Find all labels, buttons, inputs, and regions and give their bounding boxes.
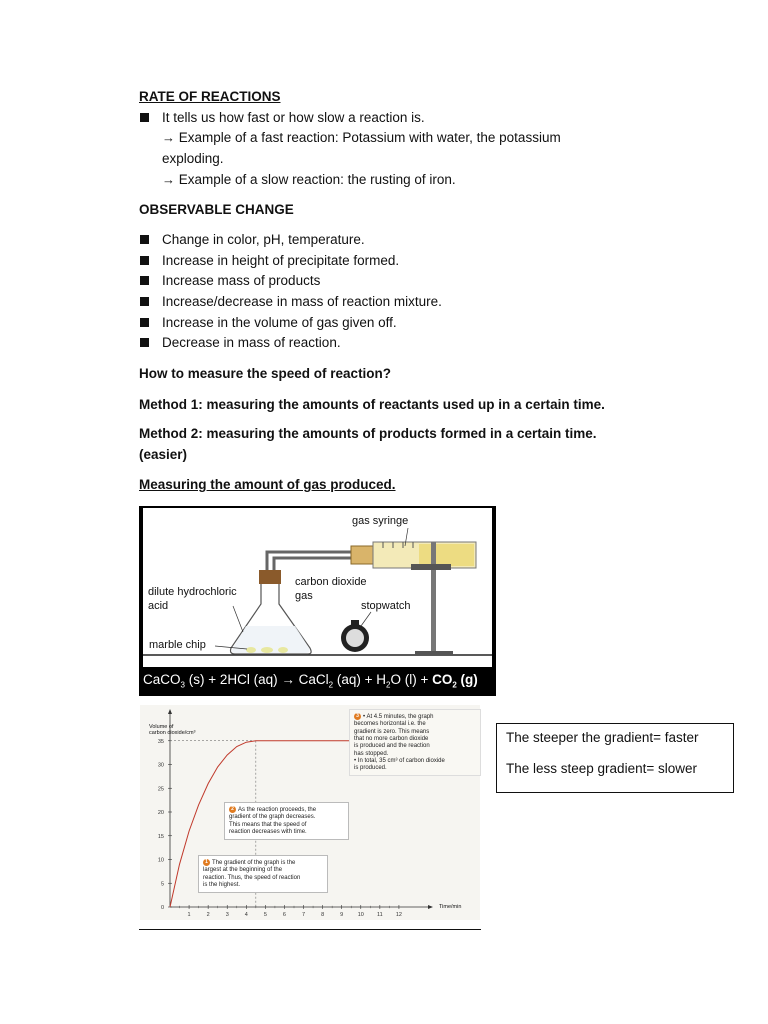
- delivery-tube: [267, 552, 351, 570]
- number-badge: 3: [354, 713, 361, 720]
- label-gas-syringe: gas syringe: [352, 515, 409, 527]
- x-tick-label: 8: [321, 912, 325, 918]
- clamp-stand-arm: [411, 564, 451, 570]
- annotation-3: 3 • At 4.5 minutes, the graph becomes horizontal i.e. the gradient is zero. This means that no more carbon dioxide is produced and the reaction has stopped. • In total, 35 cm³ of carbon dioxide is produced.: [349, 709, 481, 776]
- gradient-line-slower: The less steep gradient= slower: [506, 761, 697, 776]
- apparatus-figure: [139, 506, 496, 696]
- slow-example-text: Example of a slow reaction: the rusting of iron.: [178, 172, 456, 187]
- measure-question: How to measure the speed of reaction?: [139, 366, 392, 381]
- horizontal-rule: [139, 929, 481, 930]
- bullet-square: [140, 235, 149, 244]
- delivery-tube: [274, 558, 351, 570]
- arrow-icon: →: [162, 130, 175, 145]
- x-axis-label: Time/min: [439, 904, 462, 910]
- method-1: Method 1: measuring the amounts of reactants used up in a certain time.: [139, 397, 605, 412]
- label-dilute-acid: dilute hydrochloric: [148, 586, 237, 598]
- bullet-square: [140, 338, 149, 347]
- fast-example-continued: exploding.: [162, 151, 224, 166]
- x-tick-label: 3: [225, 912, 229, 918]
- gas-syringe-plunger: [419, 544, 474, 566]
- label-carbon-dioxide: carbon dioxide: [295, 576, 367, 588]
- list-item: Decrease in mass of reaction.: [162, 335, 341, 350]
- y-tick-label: 20: [157, 810, 164, 816]
- x-tick-label: 12: [395, 912, 402, 918]
- observable-heading: OBSERVABLE CHANGE: [139, 202, 294, 217]
- fast-example-text: Example of a fast reaction: Potassium with water, the potassium: [178, 130, 561, 145]
- label-marble-chip: marble chip: [149, 639, 206, 651]
- number-badge: 1: [203, 859, 210, 866]
- x-tick-label: 5: [263, 912, 267, 918]
- bullet-square: [140, 297, 149, 306]
- apparatus-diagram: [143, 508, 492, 667]
- y-tick-label: 15: [157, 833, 164, 840]
- list-item: Increase/decrease in mass of reaction mixture.: [162, 294, 442, 309]
- cork-stopper: [259, 570, 281, 584]
- annotation-1: 1 The gradient of the graph is the largest at the beginning of the reaction. Thus, the speed of reaction is the highest.: [198, 855, 328, 893]
- y-tick-label: 25: [157, 786, 164, 793]
- list-item: Increase in the volume of gas given off.: [162, 315, 397, 330]
- gradient-summary-box: [496, 723, 734, 793]
- y-tick-label: 10: [157, 857, 164, 864]
- label-dilute-acid-2: acid: [148, 600, 169, 612]
- list-item: Increase in height of precipitate formed.: [162, 253, 400, 268]
- marble-chip-shape: [246, 647, 256, 653]
- x-tick-label: 2: [206, 912, 210, 918]
- bullet-square: [140, 113, 149, 122]
- x-tick-label: 1: [187, 912, 191, 918]
- x-tick-label: 9: [340, 912, 344, 918]
- gradient-line-faster: The steeper the gradient= faster: [506, 730, 699, 745]
- method-2-note: (easier): [139, 447, 188, 462]
- bullet-square: [140, 256, 149, 265]
- y-axis-label: Volume of carbon dioxide/cm³: [149, 724, 196, 736]
- label-stopwatch: stopwatch: [361, 600, 411, 612]
- intro-text: It tells us how fast or how slow a reaction is.: [162, 110, 425, 125]
- y-tick-label: 30: [157, 762, 164, 769]
- x-tick-label: 4: [244, 912, 248, 918]
- x-tick-label: 7: [302, 912, 306, 918]
- list-item: Increase mass of products: [162, 273, 321, 288]
- y-tick-label: 0: [160, 905, 164, 911]
- y-tick-label: 35: [157, 738, 164, 745]
- x-tick-label: 11: [376, 912, 383, 918]
- x-axis-arrow: [428, 905, 433, 909]
- reaction-equation: CaCO$_3$ (s) + 2HCl (aq) → CaCl$_2$ $(aq) + H_2O$ $(l) + CO_2$ (g): [143, 672, 478, 690]
- marble-chip-shape: [278, 647, 288, 653]
- y-axis-arrow: [168, 709, 172, 714]
- y-tick-label: 5: [160, 881, 164, 888]
- marble-chip-shape: [261, 647, 273, 653]
- clamp-stand-base: [415, 651, 453, 655]
- method-2: Method 2: measuring the amounts of products formed in a certain time.: [139, 426, 597, 441]
- arrow-icon: →: [162, 172, 175, 187]
- page-title: RATE OF REACTIONS: [139, 89, 281, 104]
- label-carbon-dioxide-2: gas: [295, 590, 313, 602]
- annotation-2: 2 As the reaction proceeds, the gradient of the graph decreases. This means that the speed of reaction decreases with time.: [224, 802, 349, 840]
- x-tick-label: 6: [282, 912, 286, 918]
- slow-example-line: [162, 172, 456, 187]
- bullet-square: [140, 318, 149, 327]
- number-badge: 2: [229, 806, 236, 813]
- list-item: Change in color, pH, temperature.: [162, 232, 365, 247]
- tube-connector: [351, 546, 373, 564]
- gas-heading: Measuring the amount of gas produced.: [139, 477, 396, 492]
- volume-time-graph: [140, 705, 480, 920]
- clamp-stand-rod: [431, 542, 436, 654]
- fast-example-line: [162, 130, 561, 145]
- bullet-square: [140, 276, 149, 285]
- arrow-icon: →: [281, 672, 295, 687]
- x-tick-label: 10: [357, 912, 364, 918]
